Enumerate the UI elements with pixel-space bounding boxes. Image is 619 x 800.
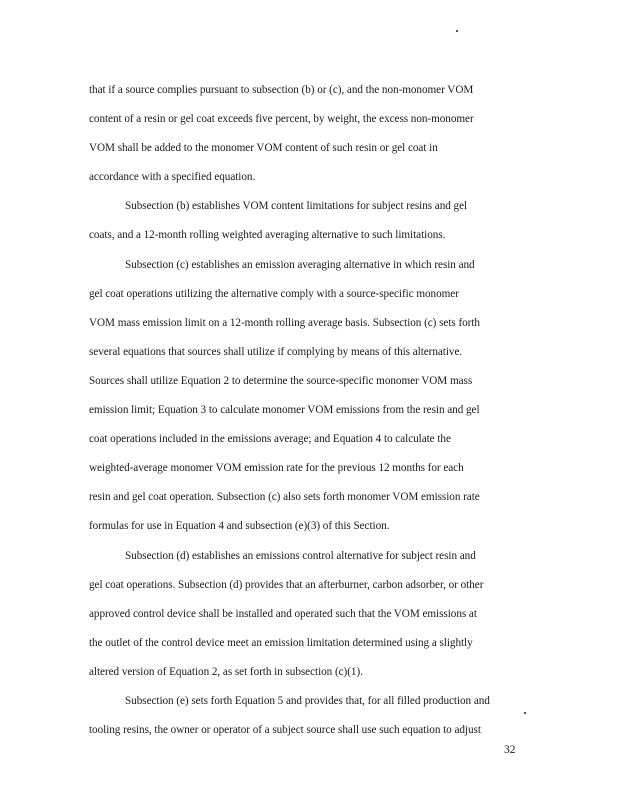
text-line: Sources shall utilize Equation 2 to determine the source-specific monomer VOM mass	[89, 374, 473, 387]
page-number: 32	[504, 744, 516, 756]
text-line: the outlet of the control device meet an emission limitation determined using a slightly	[89, 636, 473, 649]
text-line: coats, and a 12-month rolling weighted averaging alternative to such limitations.	[89, 229, 446, 242]
text-line: resin and gel coat operation. Subsection (c) also sets forth monomer VOM emission rate	[89, 491, 480, 504]
text-line: accordance with a specified equation.	[89, 171, 256, 184]
text-line: gel coat operations. Subsection (d) provides that an afterburner, carbon adsorber, or other	[89, 578, 484, 591]
scan-speck	[456, 30, 458, 32]
text-line: altered version of Equation 2, as set forth in subsection (c)(1).	[89, 665, 363, 678]
body-text	[89, 76, 529, 745]
text-line: approved control device shall be installed and operated such that the VOM emissions at	[89, 607, 477, 620]
text-line: that if a source complies pursuant to subsection (b) or (c), and the non-monomer VOM	[89, 84, 474, 96]
text-line: formulas for use in Equation 4 and subsection (e)(3) of this Section.	[89, 520, 390, 533]
text-line: VOM shall be added to the monomer VOM content of such resin or gel coat in	[89, 142, 438, 155]
text-line: several equations that sources shall utilize if complying by means of this alternative.	[89, 345, 463, 358]
text-line: emission limit; Equation 3 to calculate monomer VOM emissions from the resin and gel	[89, 404, 480, 417]
text-line: VOM mass emission limit on a 12-month rolling average basis. Subsection (c) sets forth	[89, 316, 480, 329]
text-line: tooling resins, the owner or operator of a subject source shall use such equation to adjust	[89, 724, 481, 737]
text-line: coat operations included in the emissions average; and Equation 4 to calculate the	[89, 433, 451, 446]
text-line: Subsection (b) establishes VOM content limitations for subject resins and gel	[125, 200, 468, 213]
text-line: gel coat operations utilizing the alternative comply with a source-specific monomer	[89, 287, 459, 300]
scan-speck	[524, 712, 526, 714]
text-line: content of a resin or gel coat exceeds five percent, by weight, the excess non-monomer	[89, 113, 474, 126]
text-line: Subsection (c) establishes an emission averaging alternative in which resin and	[125, 258, 475, 271]
text-line: weighted-average monomer VOM emission rate for the previous 12 months for each	[89, 462, 464, 475]
text-line: Subsection (e) sets forth Equation 5 and provides that, for all filled production and	[125, 694, 490, 707]
text-line: Subsection (d) establishes an emissions control alternative for subject resin and	[125, 549, 476, 562]
